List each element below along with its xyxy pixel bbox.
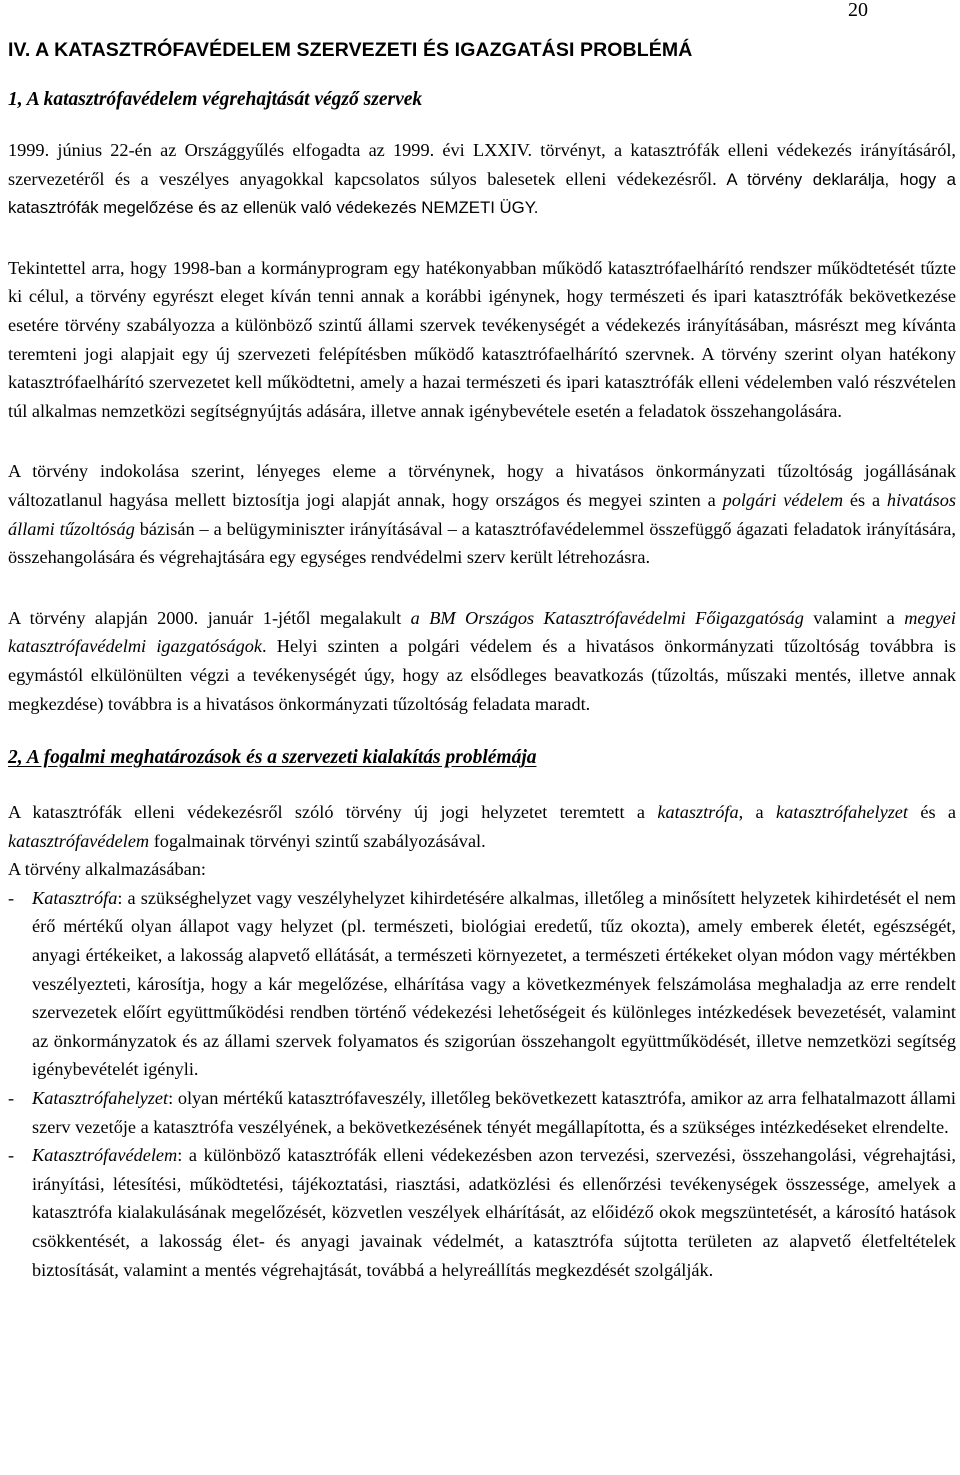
paragraph-government-program: Tekintettel arra, hogy 1998-ban a kormányprogram egy hatékonyabban működő katasztrófaelhárító rendszer működtetését tűzte ki célul, a törvény egyrészt eleget kíván tenni annak a korábbi igénynek, hogy természeti és ipari katasztrófák bekövetkezése esetére törvény szabályozza a különböző szintű állami szervek tevékenységét a védekezés irányításában, másrészt meg kívánta teremteni jogi alapjait egy új szervezeti felépítésben működő katasztrófaelhárító szervnek. A törvény szerint olyan hatékony katasztrófaelhárító szervezetet kell működtetni, amely a hazai természeti és ipari katasztrófák elleni védelemben való részvételen túl alkalmas nemzetközi segítségnyújtás adására, illetve annak igénybevétele esetén a feladatok összehangolására.	[8, 257, 956, 421]
concepts-text-3: és a	[908, 802, 957, 823]
definition-term: Katasztrófavédelem	[32, 1145, 178, 1166]
definition-item-katasztrofa	[8, 884, 956, 1084]
page-number: 20	[848, 0, 868, 21]
term-katasztrofa: katasztrófa	[657, 802, 739, 823]
list-dash: -	[8, 887, 15, 908]
definition-term: Katasztrófa	[32, 887, 118, 908]
paragraph-application-intro: A törvény alkalmazásában:	[8, 859, 206, 880]
list-dash: -	[8, 1145, 15, 1166]
definition-text: : a szükséghelyzet vagy veszélyhelyzet kihirdetésére alkalmas, illetőleg a minősített helyzetek kihirdetését el nem érő mértékű olyan állapot vagy helyzet (pl. természeti, biológiai eredetű, tűz okozta), amely emberek életét, egészségét, anyagi értékeiket, a lakosság alapvető ellátását, a természeti környezetet, a természeti értékeket olyan módon vagy mértékben veszélyezteti, károsítja, hogy a kár megelőzése, elhárítása vagy a következmények felszámolása meghaladja az erre rendelt szervezetek előírt együttműködési rendben történő védekezési lehetőségeit és különleges intézkedések bevezetését, valamint az önkormányzatok és az állami szervek folyamatos és szigorúan összehangolt együttműködését, illetve nemzetközi segítség igénybevételét igényli.	[32, 887, 956, 1080]
definition-list	[8, 884, 956, 1284]
definition-term: Katasztrófahelyzet	[32, 1088, 169, 1109]
concepts-text-1: A katasztrófák elleni védekezésről szóló törvény új jogi helyzetet teremtett a	[8, 802, 658, 823]
justification-text-1: A törvény indokolása szerint, lényeges eleme a törvénynek, hogy a hivatásos önkormányzati tűzoltóság jogállásának változatlanul hagyása mellett biztosítja jogi alapját annak, hogy országos és megyei szinten a	[8, 461, 956, 510]
term-katasztrofavedelem: katasztrófavédelem	[8, 830, 150, 851]
founding-text-2: valamint a	[803, 607, 905, 628]
paragraph-law-justification	[8, 457, 956, 571]
definition-item-katasztrofavedelem	[8, 1141, 956, 1284]
list-dash: -	[8, 1088, 15, 1109]
term-state-fire-service: hivatásos állami tűzoltóság	[8, 489, 956, 539]
definition-text: : a különböző katasztrófák elleni védekezésben azon tervezési, szervezési, összehangolási, végrehajtási, irányítási, létesítési, működtetési, tájékoztatási, riasztási, adatközlési és ellenőrzési tevékenységek összessége, amelyek a katasztrófa kialakulásának megelőzését, közvetlen veszélyek elhárítását, az előidéző okok megszüntetését, a károsító hatások csökkentését, a lakosság élet- és anyagi javainak védelmét, a katasztrófa sújtotta területen az alapvető életfeltételek biztosítását, valamint a mentés végrehajtását, továbbá a helyreállítás megkezdését szolgálják.	[32, 1145, 956, 1280]
founding-text-1: A törvény alapján 2000. január 1-jétől megalakult	[8, 607, 411, 628]
founding-text-3: . Helyi szinten a polgári védelem és a hivatásos önkormányzati tűzoltóság továbbra is egymástól elkülönülten végzi a tevékenységét úgy, hogy az elsődleges beavatkozás (tűzoltás, műszaki mentés, illetve annak megkezdése) továbbra is a hivatásos önkormányzati tűzoltóság feladata maradt.	[8, 636, 956, 714]
concepts-text-2: , a	[738, 802, 776, 823]
definition-text: : olyan mértékű katasztrófaveszély, illetőleg bekövetkezett katasztrófa, amikor az arra felhatalmazott állami szerv vezetője a katasztrófa veszélyének, a bekövetkezésének tényét megállapította, és a szükséges intézkedéseket elrendelte.	[32, 1088, 956, 1137]
chapter-title: IV. A KATASZTRÓFAVÉDELEM SZERVEZETI ÉS IGAZGATÁSI PROBLÉMÁ	[8, 39, 693, 61]
paragraph-directorate-founding	[8, 604, 956, 718]
justification-text-2: és a	[843, 489, 887, 510]
section-2-title: 2, A fogalmi meghatározások és a szervezeti kialakítás problémája	[8, 747, 537, 769]
paragraph-law-adoption-text: 1999. június 22-én az Országgyűlés elfogadta az 1999. évi LXXIV. törvényt, a katasztrófák elleni védekezés irányításáról, szervezetéről és a veszélyes anyagokkal kapcsolatos súlyos balesetek elleni védekezésről.	[8, 140, 956, 189]
term-national-directorate: a BM Országos Katasztrófavédelmi Főigazgatóság	[410, 607, 804, 628]
paragraph-law-adoption	[8, 136, 956, 222]
section-1-title: 1, A katasztrófavédelem végrehajtását végző szervek	[8, 89, 423, 110]
definition-item-katasztrofahelyzet	[8, 1084, 956, 1141]
term-katasztrofahelyzet: katasztrófahelyzet	[775, 802, 908, 823]
paragraph-concepts	[8, 798, 956, 855]
term-county-directorates: megyei katasztrófavédelmi igazgatóságok	[8, 607, 956, 657]
paragraph-national-cause-text: A törvény deklarálja, hogy a katasztrófák megelőzése és az ellenük való védekezés NEMZETI ÜGY.	[8, 169, 956, 218]
concepts-text-4: fogalmainak törvényi szintű szabályozásával.	[149, 830, 486, 851]
term-civil-defence: polgári védelem	[722, 489, 844, 510]
justification-text-3: bázisán – a belügyminiszter irányításával – a katasztrófavédelemmel összefüggő ágazati feladatok irányítására, összehangolására és végrehajtására egy egységes rendvédelmi szerv került létrehozásra.	[8, 518, 956, 568]
